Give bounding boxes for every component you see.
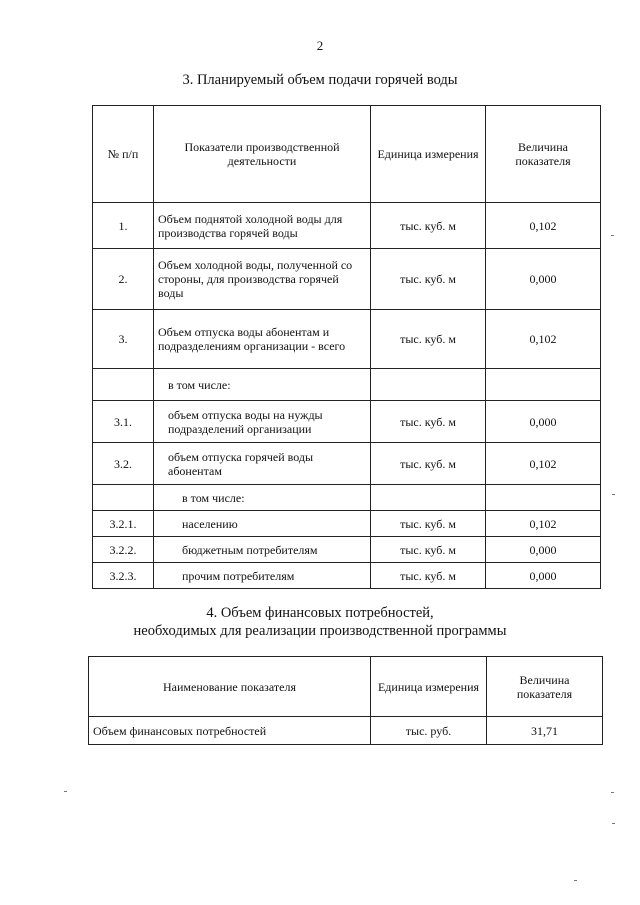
header-num: № п/п xyxy=(93,106,154,203)
row-num xyxy=(93,369,154,401)
row-unit: тыс. куб. м xyxy=(371,249,486,310)
row-value: 31,71 xyxy=(487,717,603,745)
row-name: Объем отпуска воды абонентам и подразделениям организации - всего xyxy=(154,310,371,369)
row-value: 0,102 xyxy=(486,443,601,485)
row-name: в том числе: xyxy=(154,485,371,511)
section-4-title-line-2: необходимых для реализации производственной программы xyxy=(133,623,507,639)
header-value: Величина показателя xyxy=(487,657,603,717)
scan-speck xyxy=(611,792,614,793)
scan-speck xyxy=(612,494,615,495)
table-row xyxy=(93,485,601,511)
row-unit: тыс. куб. м xyxy=(371,443,486,485)
header-unit: Единица измерения xyxy=(371,657,487,717)
row-unit xyxy=(371,485,486,511)
header-indicator: Наименование показателя xyxy=(89,657,371,717)
row-name: Объем финансовых потребностей xyxy=(89,717,371,745)
row-value: 0,102 xyxy=(486,511,601,537)
hot-water-supply-table xyxy=(92,105,601,589)
row-value: 0,102 xyxy=(486,310,601,369)
row-unit: тыс. куб. м xyxy=(371,401,486,443)
row-value: 0,000 xyxy=(486,401,601,443)
row-value: 0,000 xyxy=(486,249,601,310)
table-header-row xyxy=(89,657,603,717)
row-num: 3.1. xyxy=(93,401,154,443)
row-name: бюджетным потребителям xyxy=(154,537,371,563)
table-row xyxy=(93,537,601,563)
header-indicator: Показатели производственной деятельности xyxy=(154,106,371,203)
row-unit: тыс. куб. м xyxy=(371,563,486,589)
row-name: прочим потребителям xyxy=(154,563,371,589)
row-unit: тыс. куб. м xyxy=(371,537,486,563)
row-num: 3.2. xyxy=(93,443,154,485)
row-unit xyxy=(371,369,486,401)
row-num: 3.2.3. xyxy=(93,563,154,589)
section-4-title-line-1: 4. Объем финансовых потребностей, xyxy=(206,605,434,621)
header-value: Величина показателя xyxy=(486,106,601,203)
scan-speck xyxy=(611,235,614,236)
section-4-title xyxy=(0,604,640,640)
row-unit: тыс. руб. xyxy=(371,717,487,745)
row-value: 0,000 xyxy=(486,563,601,589)
table-row xyxy=(93,443,601,485)
section-3-title: 3. Планируемый объем подачи горячей воды xyxy=(182,72,458,88)
row-unit: тыс. куб. м xyxy=(371,310,486,369)
table-row xyxy=(93,203,601,249)
row-unit: тыс. куб. м xyxy=(371,203,486,249)
row-num: 3.2.1. xyxy=(93,511,154,537)
row-num: 1. xyxy=(93,203,154,249)
table-row xyxy=(93,563,601,589)
row-value xyxy=(486,369,601,401)
row-num: 2. xyxy=(93,249,154,310)
table-row xyxy=(93,401,601,443)
row-num xyxy=(93,485,154,511)
row-name: Объем поднятой холодной воды для производства горячей воды xyxy=(154,203,371,249)
row-value: 0,102 xyxy=(486,203,601,249)
row-name: в том числе: xyxy=(154,369,371,401)
row-name: объем отпуска воды на нужды подразделений организации xyxy=(154,401,371,443)
page-number: 2 xyxy=(316,38,324,53)
row-unit: тыс. куб. м xyxy=(371,511,486,537)
row-name: населению xyxy=(154,511,371,537)
row-value xyxy=(486,485,601,511)
row-num: 3. xyxy=(93,310,154,369)
financial-needs-table xyxy=(88,656,603,745)
scan-speck xyxy=(64,791,67,792)
row-num: 3.2.2. xyxy=(93,537,154,563)
row-name: Объем холодной воды, полученной со стороны, для производства горячей воды xyxy=(154,249,371,310)
table-row xyxy=(93,369,601,401)
table-row xyxy=(93,310,601,369)
header-unit: Единица измерения xyxy=(371,106,486,203)
scan-speck xyxy=(574,880,577,881)
row-value: 0,000 xyxy=(486,537,601,563)
table-header-row xyxy=(93,106,601,203)
table-row xyxy=(93,249,601,310)
table-row xyxy=(93,511,601,537)
scan-speck xyxy=(612,823,615,824)
row-name: объем отпуска горячей воды абонентам xyxy=(154,443,371,485)
table-row xyxy=(89,717,603,745)
